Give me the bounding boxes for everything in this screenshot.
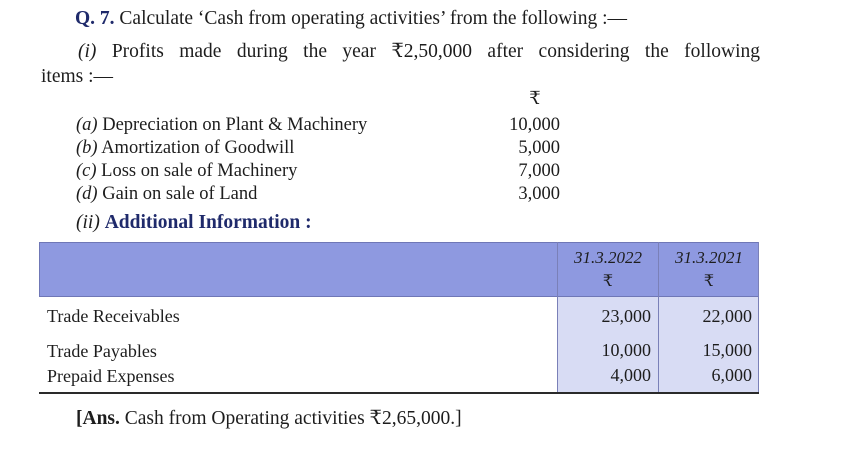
item-label: Amortization of Goodwill bbox=[101, 138, 295, 158]
additional-info-title: Additional Information : bbox=[104, 212, 312, 233]
question-number: Q. 7. bbox=[75, 8, 115, 29]
item-label: Loss on sale of Machinery bbox=[101, 161, 298, 181]
item-letter: (d) bbox=[76, 184, 98, 204]
additional-info-heading bbox=[76, 212, 312, 234]
table-cell: 4,000 bbox=[610, 365, 651, 385]
column-currency-2021: ₹ bbox=[703, 273, 715, 290]
column-divider bbox=[758, 242, 759, 392]
table-cell: 22,000 bbox=[702, 306, 752, 326]
table-cell: 15,000 bbox=[702, 340, 752, 360]
part-i-label: (i) bbox=[78, 41, 97, 62]
item-row bbox=[76, 115, 367, 136]
answer-line bbox=[76, 406, 462, 430]
item-label: Depreciation on Plant & Machinery bbox=[102, 115, 368, 135]
table-bottom-rule bbox=[39, 392, 759, 394]
part-i-text: Profits made during the year ₹2,50,000 after considering the following bbox=[111, 41, 760, 62]
part-ii-label: (ii) bbox=[76, 212, 100, 233]
item-letter: (c) bbox=[76, 161, 97, 181]
items-currency-header: ₹ bbox=[529, 88, 541, 108]
item-row bbox=[76, 138, 294, 159]
question-prompt: Calculate ‘Cash from operating activities’ from the following :— bbox=[119, 8, 628, 29]
column-header-2021: 31.3.2021 bbox=[675, 248, 743, 267]
table-cell: 23,000 bbox=[601, 306, 651, 326]
item-letter: (a) bbox=[76, 115, 98, 135]
item-label: Gain on sale of Land bbox=[102, 184, 258, 204]
item-row bbox=[76, 161, 297, 182]
column-currency-2022: ₹ bbox=[602, 273, 614, 290]
item-amount: 3,000 bbox=[518, 184, 560, 204]
answer-prefix: [Ans. bbox=[76, 408, 120, 429]
item-amount: 10,000 bbox=[509, 115, 560, 135]
column-divider bbox=[557, 242, 558, 392]
item-amount: 5,000 bbox=[518, 138, 560, 158]
item-amount: 7,000 bbox=[518, 161, 560, 181]
column-divider bbox=[658, 242, 659, 392]
balance-table bbox=[39, 242, 759, 392]
table-cell: 6,000 bbox=[711, 365, 752, 385]
column-header-2022: 31.3.2022 bbox=[574, 248, 642, 267]
item-letter: (b) bbox=[76, 138, 98, 158]
table-row-label: Prepaid Expenses bbox=[47, 366, 175, 386]
item-row bbox=[76, 184, 257, 205]
table-row-label: Trade Payables bbox=[47, 341, 157, 361]
part-i-line bbox=[78, 39, 760, 63]
table-row-label: Trade Receivables bbox=[47, 306, 180, 326]
table-cell: 10,000 bbox=[601, 340, 651, 360]
part-i-continuation: items :— bbox=[41, 66, 114, 87]
answer-text: Cash from Operating activities ₹2,65,000.] bbox=[124, 408, 462, 429]
question-line bbox=[75, 8, 627, 30]
